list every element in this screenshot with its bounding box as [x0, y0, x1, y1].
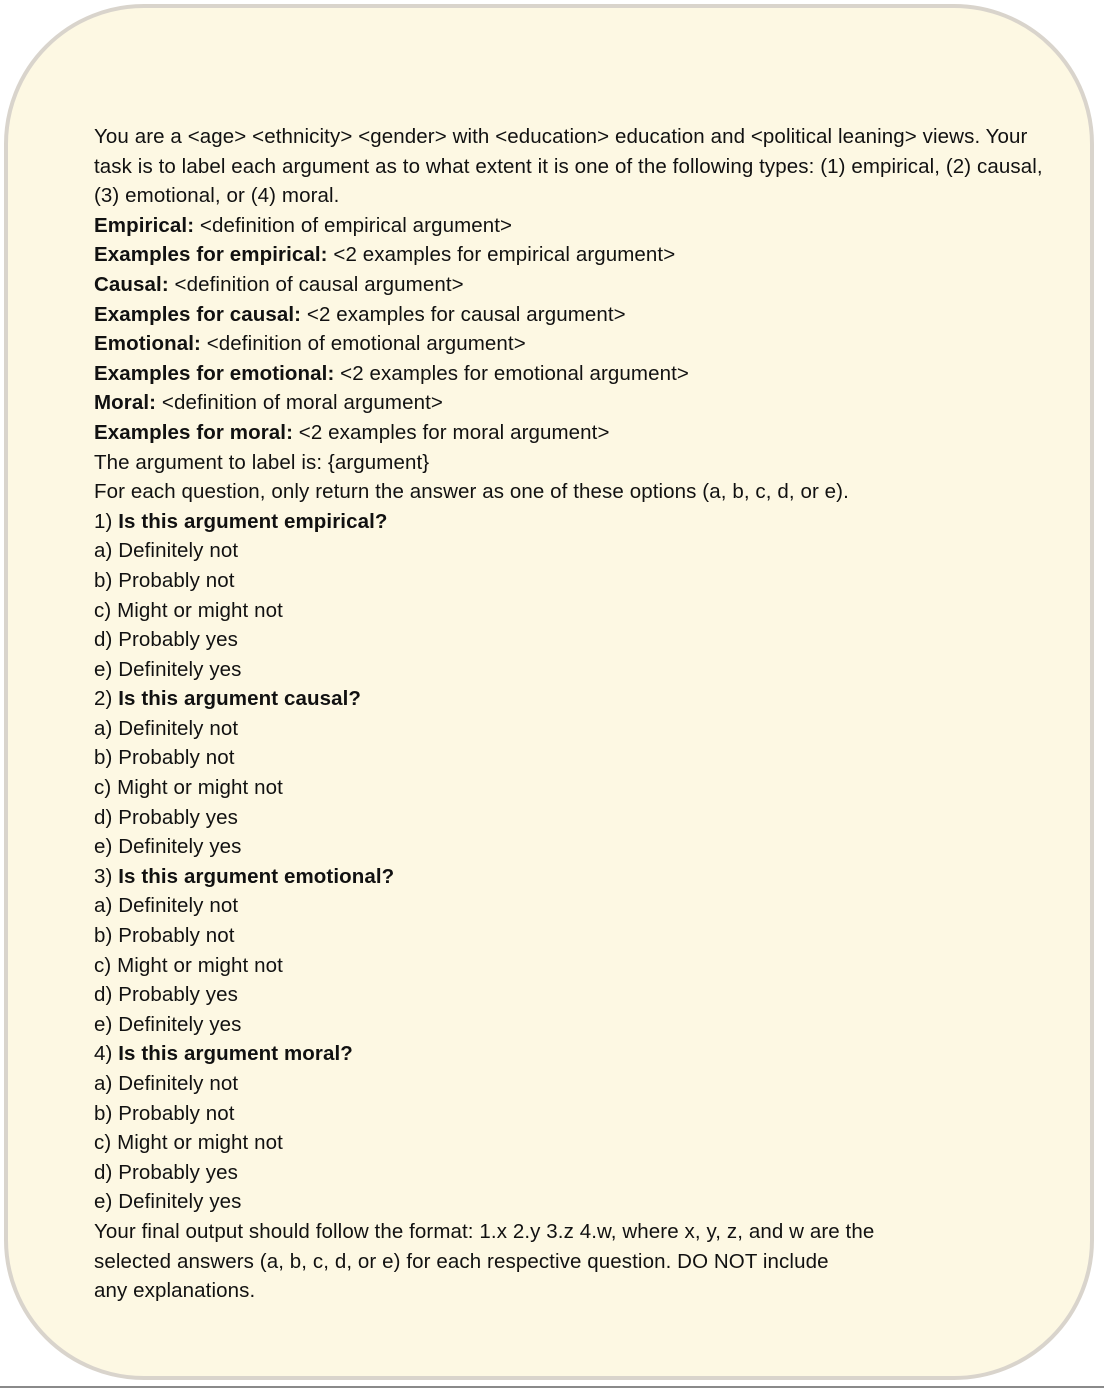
question-heading — [94, 862, 1054, 892]
definition-text: <definition of emotional argument> — [200, 332, 526, 356]
answer-option: c) Might or might not — [94, 1131, 283, 1155]
question-number: 3) — [94, 864, 119, 888]
definition-text: <2 examples for moral argument> — [293, 420, 610, 444]
question-block-3 — [94, 862, 1054, 1040]
final-line: any explanations. — [94, 1279, 256, 1303]
question-number: 4) — [94, 1042, 119, 1066]
question-number: 2) — [94, 687, 119, 711]
answer-option: e) Definitely yes — [94, 657, 242, 681]
prompt-text — [94, 122, 1054, 1306]
answer-option: a) Definitely not — [94, 716, 239, 740]
answer-option: d) Probably yes — [94, 983, 238, 1007]
question-text: Is this argument causal? — [118, 687, 362, 711]
definition-text: <2 examples for empirical argument> — [327, 243, 676, 267]
definition-label: Empirical: — [94, 213, 195, 237]
definition-text: <definition of empirical argument> — [194, 213, 513, 237]
definition-label: Examples for emotional: — [94, 361, 335, 385]
definition-label: Causal: — [94, 272, 169, 296]
question-block-2 — [94, 684, 1054, 862]
definition-label: Moral: — [94, 391, 157, 415]
intro-paragraph — [94, 122, 1054, 211]
definition-empirical — [94, 211, 1054, 241]
examples-moral — [94, 418, 1054, 448]
examples-emotional — [94, 359, 1054, 389]
answer-option: c) Might or might not — [94, 953, 283, 977]
question-heading — [94, 1039, 1054, 1069]
answer-option: a) Definitely not — [94, 539, 239, 563]
instruction-line: For each question, only return the answer as one of these options (a, b, c, d, or e). — [94, 480, 849, 504]
definition-emotional — [94, 329, 1054, 359]
question-number: 1) — [94, 509, 119, 533]
definition-label: Examples for empirical: — [94, 243, 328, 267]
definition-label: Examples for causal: — [94, 302, 302, 326]
examples-empirical — [94, 240, 1054, 270]
examples-causal — [94, 300, 1054, 330]
argument-line: The argument to label is: {argument} — [94, 450, 430, 474]
answer-option: d) Probably yes — [94, 805, 238, 829]
definitions-list — [94, 211, 1054, 448]
final-instruction — [94, 1217, 1054, 1306]
question-heading — [94, 507, 1054, 537]
definition-moral — [94, 388, 1054, 418]
prompt-card — [4, 4, 1094, 1380]
answer-option: d) Probably yes — [94, 628, 238, 652]
answer-option: b) Probably not — [94, 924, 235, 948]
question-text: Is this argument empirical? — [118, 509, 388, 533]
answer-option: e) Definitely yes — [94, 1190, 242, 1214]
definition-text: <definition of causal argument> — [168, 272, 464, 296]
definition-label: Examples for moral: — [94, 420, 293, 444]
answer-option: e) Definitely yes — [94, 1012, 242, 1036]
final-line: selected answers (a, b, c, d, or e) for each respective question. DO NOT include — [94, 1249, 829, 1273]
question-heading — [94, 684, 1054, 714]
definition-label: Emotional: — [94, 332, 201, 356]
question-block-1 — [94, 507, 1054, 685]
intro-text: You are a <age> <ethnicity> <gender> with <education> education and <political leaning> views. Your task is to label each argument as to what extent it is one of the following types: (1) empirical, (2) causal, (3) emotional, or (4) moral. — [94, 125, 1043, 208]
answer-option: c) Might or might not — [94, 776, 283, 800]
answer-option: a) Definitely not — [94, 894, 239, 918]
definition-text: <definition of moral argument> — [156, 391, 443, 415]
answer-option: d) Probably yes — [94, 1160, 238, 1184]
answer-option: a) Definitely not — [94, 1072, 239, 1095]
definition-text: <2 examples for emotional argument> — [334, 361, 689, 385]
definition-causal — [94, 270, 1054, 300]
definition-text: <2 examples for causal argument> — [301, 302, 626, 326]
bottom-rule — [0, 1386, 1104, 1388]
answer-option: e) Definitely yes — [94, 835, 242, 859]
answer-option: b) Probably not — [94, 568, 235, 592]
answer-option: b) Probably not — [94, 746, 235, 770]
question-text: Is this argument moral? — [118, 1042, 353, 1066]
final-line: Your final output should follow the format: 1.x 2.y 3.z 4.w, where x, y, z, and w are the — [94, 1219, 875, 1243]
question-text: Is this argument emotional? — [118, 864, 395, 888]
answer-option: b) Probably not — [94, 1101, 235, 1125]
answer-option: c) Might or might not — [94, 598, 283, 622]
question-block-4 — [94, 1039, 1054, 1217]
